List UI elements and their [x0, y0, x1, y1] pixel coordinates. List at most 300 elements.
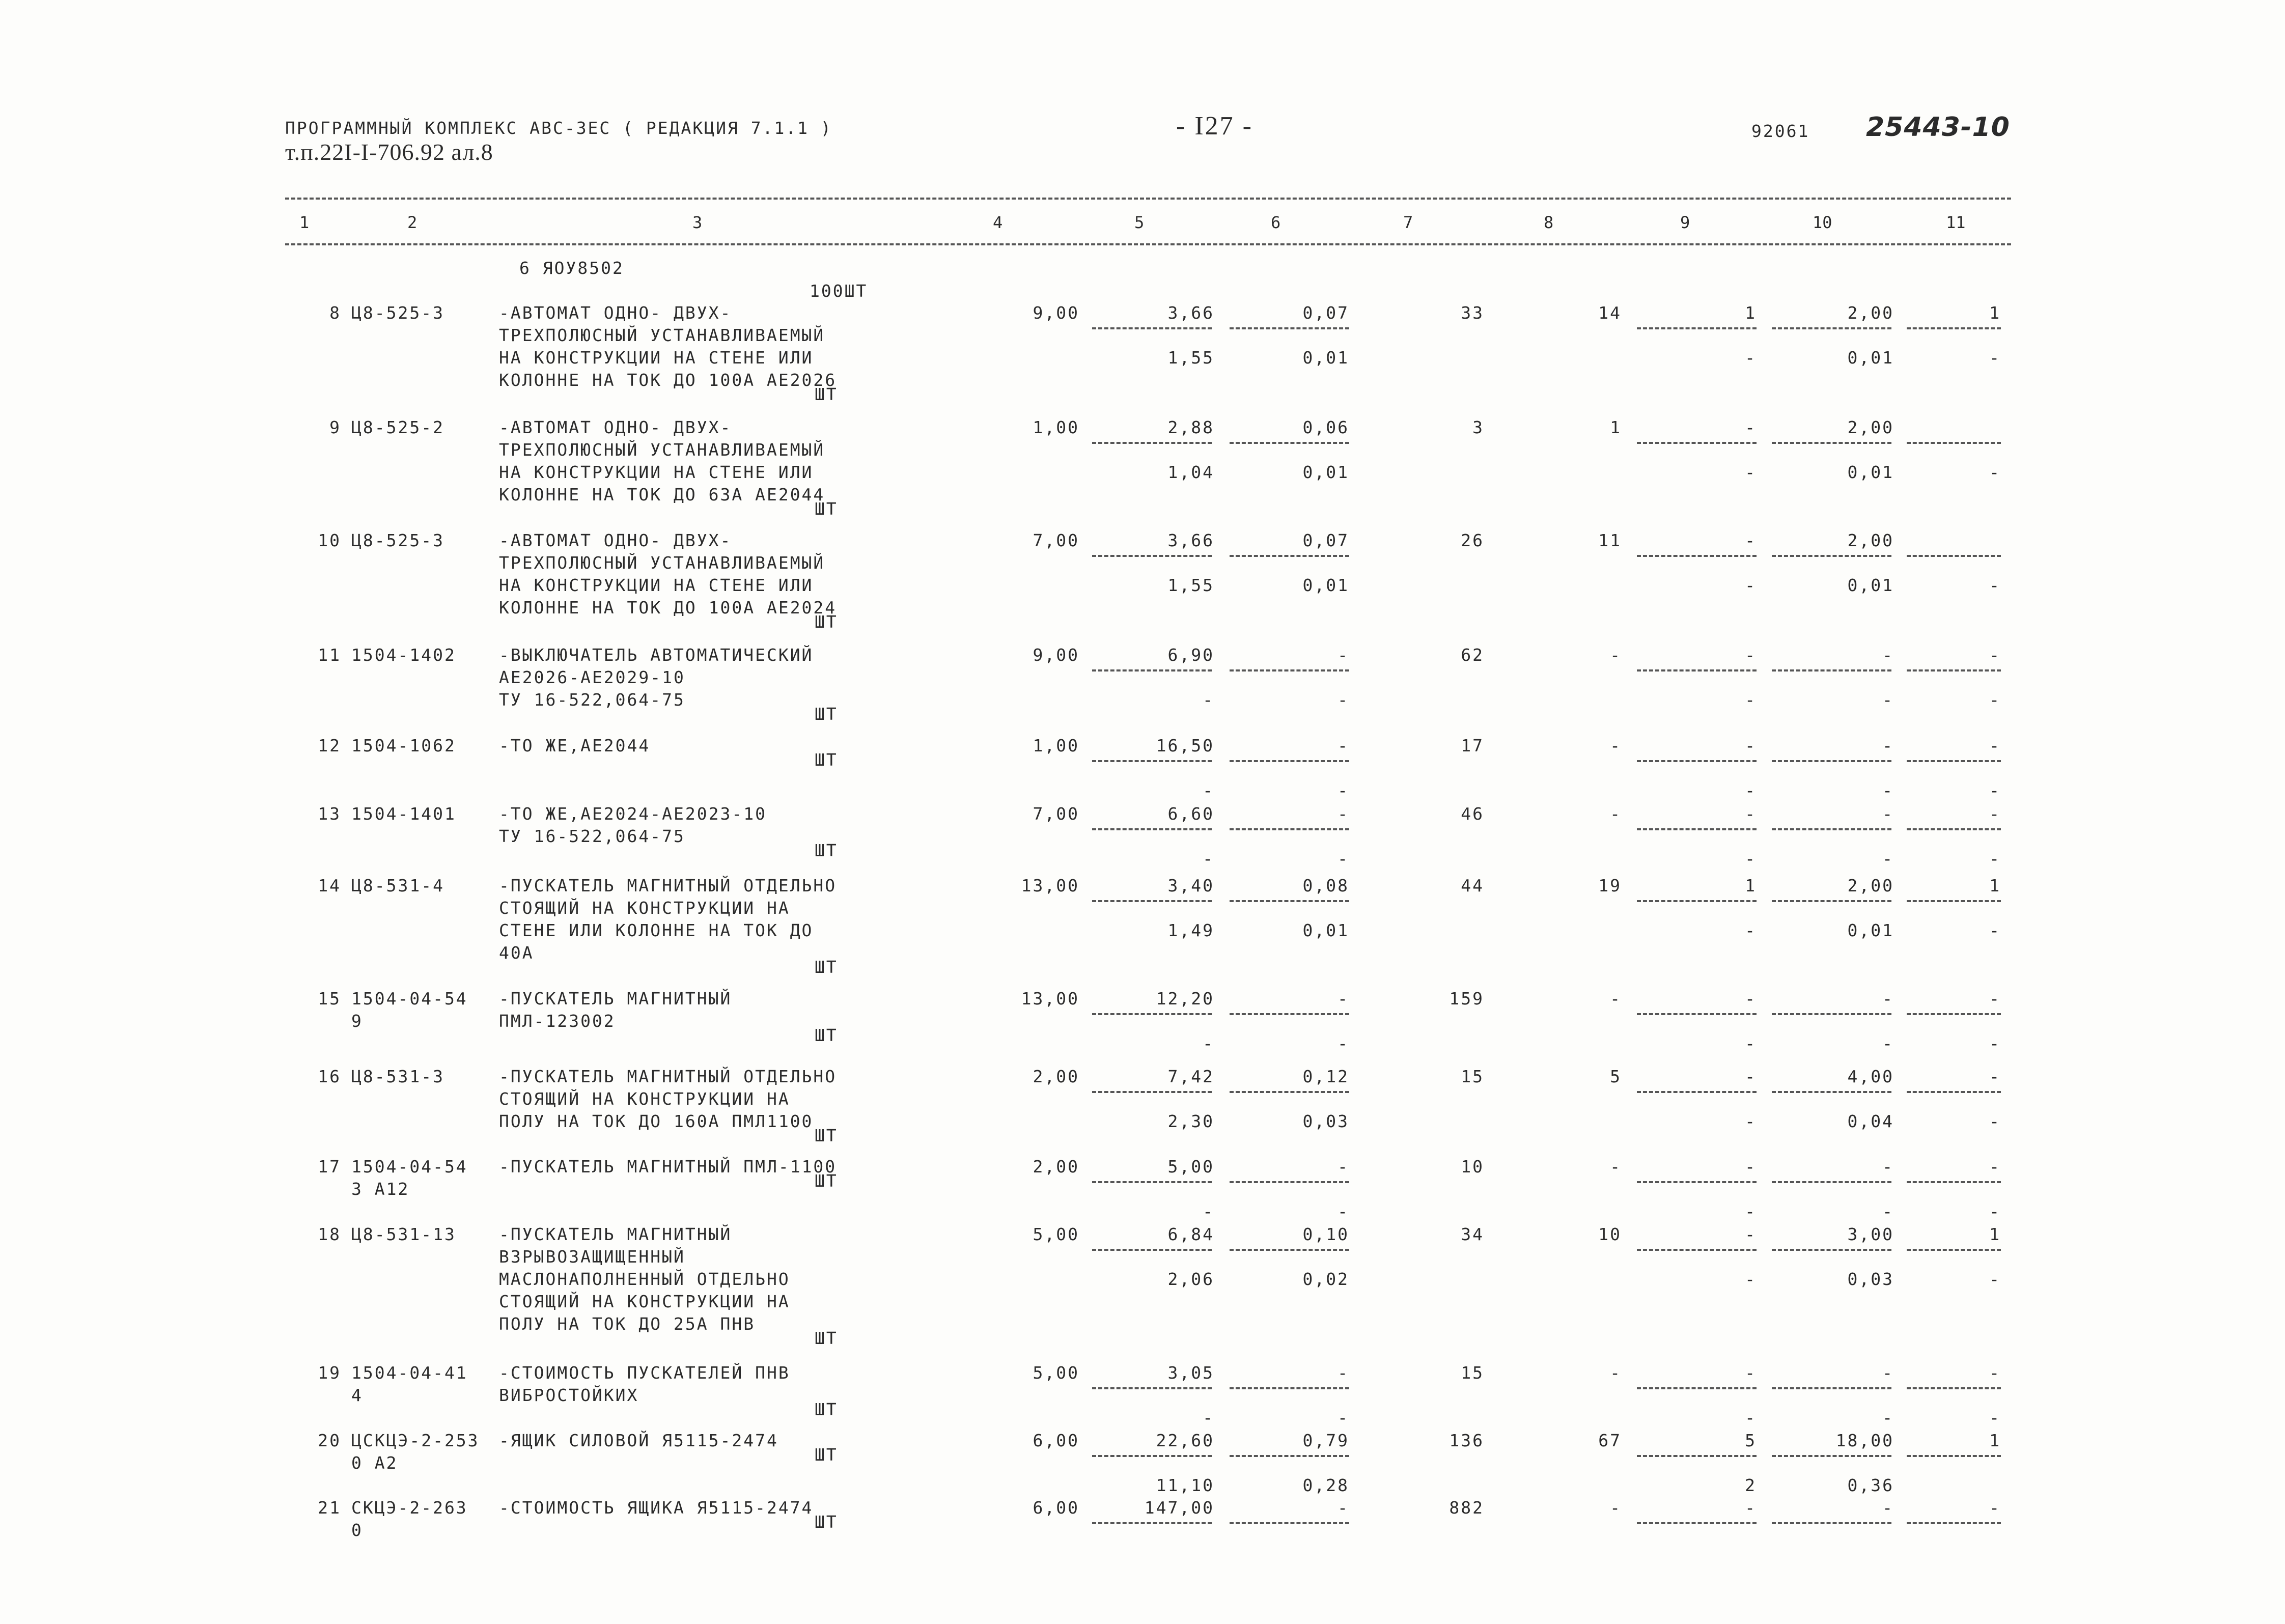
dash-divider — [1092, 442, 1212, 444]
cell-c5b: 1,55 — [1167, 348, 1214, 368]
row-unit: ШТ — [815, 384, 838, 404]
row-description: -ПУСКАТЕЛЬ МАГНИТНЫЙ — [499, 989, 732, 1009]
cell-c6: - — [1337, 1157, 1349, 1177]
cell-c11b: - — [1989, 1269, 2001, 1289]
dash-divider — [1230, 442, 1349, 444]
dash-divider — [1637, 1522, 1757, 1524]
cell-c5b: - — [1203, 780, 1214, 800]
cell-c5b: - — [1203, 1408, 1214, 1427]
cell-c6b: 0,03 — [1302, 1111, 1349, 1131]
dash-divider — [1092, 1013, 1212, 1015]
cell-c11: - — [1989, 1067, 2001, 1086]
row-unit: ШТ — [815, 841, 838, 860]
row-code: 1504-04-54 — [351, 1157, 468, 1177]
row-description: -ПУСКАТЕЛЬ МАГНИТНЫЙ — [499, 1224, 732, 1244]
row-description: АЕ2026-АЕ2029-10 — [499, 667, 685, 687]
cell-c6b: - — [1337, 1033, 1349, 1053]
cell-c9: - — [1745, 1224, 1757, 1244]
cell-c5: 147,00 — [1144, 1498, 1214, 1518]
cell-c10: - — [1882, 989, 1894, 1009]
row-number: 12 — [318, 736, 341, 755]
dash-divider — [1637, 1455, 1757, 1457]
cell-c5: 6,60 — [1167, 804, 1214, 824]
dash-divider — [1637, 1181, 1757, 1183]
col-3: 3 — [692, 213, 703, 232]
cell-c9: - — [1745, 1157, 1757, 1177]
row-code: 1504-1062 — [351, 736, 456, 755]
cell-c10: 2,00 — [1847, 876, 1894, 895]
row-code: Ц8-531-3 — [351, 1067, 444, 1086]
cell-c6b: 0,01 — [1302, 462, 1349, 482]
dash-divider — [1907, 1013, 2001, 1015]
cell-c11: 1 — [1989, 1431, 2001, 1450]
cell-c11: 1 — [1989, 303, 2001, 323]
cell-c8: - — [1610, 989, 1622, 1009]
row-unit: ШТ — [815, 1171, 838, 1191]
row-description: 40А — [499, 943, 534, 963]
cell-c9b: - — [1745, 780, 1757, 800]
cell-c7: 159 — [1449, 989, 1484, 1009]
cell-c11: 1 — [1989, 876, 2001, 895]
cell-c7: 46 — [1461, 804, 1484, 824]
row-description: НА КОНСТРУКЦИИ НА СТЕНЕ ИЛИ — [499, 348, 814, 368]
cell-c10b: 0,01 — [1847, 575, 1894, 595]
col-2: 2 — [407, 213, 417, 232]
dash-divider — [1637, 900, 1757, 902]
row-number: 15 — [318, 989, 341, 1009]
dash-divider — [1230, 327, 1349, 329]
row-description: -АВТОМАТ ОДНО- ДВУХ- — [499, 303, 732, 323]
dash-divider — [1092, 1522, 1212, 1524]
cell-c5b: 2,30 — [1167, 1111, 1214, 1131]
cell-c5: 2,88 — [1167, 417, 1214, 437]
intro-name: 6 ЯОУ8502 — [519, 258, 624, 278]
cell-c9b: - — [1745, 849, 1757, 869]
dash-divider — [1772, 1091, 1891, 1093]
row-number: 14 — [318, 876, 341, 895]
dash-divider — [1772, 669, 1891, 671]
cell-c6b: 0,02 — [1302, 1269, 1349, 1289]
row-description: ПМЛ-123002 — [499, 1011, 616, 1031]
cell-c10b: - — [1882, 690, 1894, 710]
cell-c9: - — [1745, 417, 1757, 437]
row-code-suffix: 0 — [351, 1520, 363, 1540]
dash-divider — [1230, 900, 1349, 902]
cell-c8: - — [1610, 736, 1622, 755]
row-number: 11 — [318, 645, 341, 665]
dash-divider — [1907, 1455, 2001, 1457]
sheet-number: 25443-10 — [1866, 112, 2010, 143]
cell-c8: 10 — [1598, 1224, 1622, 1244]
cell-c6b: - — [1337, 1408, 1349, 1427]
cell-c9: - — [1745, 1498, 1757, 1518]
cell-c7: 62 — [1461, 645, 1484, 665]
cell-c4: 5,00 — [1033, 1363, 1079, 1383]
row-unit: ШТ — [815, 1328, 838, 1348]
cell-c7: 3 — [1472, 417, 1484, 437]
cell-c11: - — [1989, 1157, 2001, 1177]
row-description: ВИБРОСТОЙКИХ — [499, 1385, 639, 1405]
cell-c4: 6,00 — [1033, 1498, 1079, 1518]
cell-c9b: - — [1745, 1033, 1757, 1053]
cell-c6: 0,07 — [1302, 530, 1349, 550]
cell-c11b: - — [1989, 575, 2001, 595]
dash-divider — [1907, 1249, 2001, 1251]
cell-c10: - — [1882, 736, 1894, 755]
row-code: ЦСКЦЭ-2-253 — [351, 1431, 480, 1450]
cell-c6b: 0,01 — [1302, 348, 1349, 368]
col-11: 11 — [1946, 213, 1966, 232]
cell-c9: - — [1745, 1067, 1757, 1086]
row-description: МАСЛОНАПОЛНЕННЫЙ ОТДЕЛЬНО — [499, 1269, 790, 1289]
cell-c5: 3,66 — [1167, 303, 1214, 323]
cell-c5: 3,40 — [1167, 876, 1214, 895]
cell-c10: - — [1882, 1157, 1894, 1177]
cell-c9b: - — [1745, 1111, 1757, 1131]
row-description: -ТО ЖЕ,АЕ2044 — [499, 736, 651, 755]
cell-c8: - — [1610, 645, 1622, 665]
row-description: -ПУСКАТЕЛЬ МАГНИТНЫЙ ОТДЕЛЬНО — [499, 1067, 837, 1086]
cell-c6: - — [1337, 1363, 1349, 1383]
document-code: 92061 — [1751, 121, 1810, 141]
cell-c11b: - — [1989, 1033, 2001, 1053]
cell-c10: - — [1882, 1363, 1894, 1383]
cell-c5: 16,50 — [1156, 736, 1214, 755]
dash-divider — [1772, 1387, 1891, 1389]
cell-c11b: - — [1989, 780, 2001, 800]
cell-c5b: 11,10 — [1156, 1475, 1214, 1495]
row-description: -ТО ЖЕ,АЕ2024-АЕ2023-10 — [499, 804, 767, 824]
dash-divider — [1092, 1249, 1212, 1251]
cell-c10: 18,00 — [1835, 1431, 1894, 1450]
cell-c6b: 0,28 — [1302, 1475, 1349, 1495]
dash-divider — [1637, 669, 1757, 671]
cell-c7: 26 — [1461, 530, 1484, 550]
dash-divider — [1772, 1249, 1891, 1251]
row-description: -ПУСКАТЕЛЬ МАГНИТНЫЙ ОТДЕЛЬНО — [499, 876, 837, 895]
row-number: 8 — [329, 303, 341, 323]
cell-c5: 22,60 — [1156, 1431, 1214, 1450]
dash-divider — [1772, 760, 1891, 762]
cell-c10b: 0,01 — [1847, 920, 1894, 940]
dash-divider — [1230, 1091, 1349, 1093]
cell-c7: 15 — [1461, 1363, 1484, 1383]
cell-c10b: 0,03 — [1847, 1269, 1894, 1289]
cell-c4: 1,00 — [1033, 417, 1079, 437]
row-code-suffix: 4 — [351, 1385, 363, 1405]
row-description: -ПУСКАТЕЛЬ МАГНИТНЫЙ ПМЛ-1100 — [499, 1157, 837, 1177]
cell-c8: 1 — [1610, 417, 1622, 437]
dash-divider — [1092, 1387, 1212, 1389]
cell-c11b: - — [1989, 1408, 2001, 1427]
cell-c4: 1,00 — [1033, 736, 1079, 755]
dash-divider — [1907, 669, 2001, 671]
col-10: 10 — [1813, 213, 1832, 232]
cell-c6: 0,08 — [1302, 876, 1349, 895]
dash-divider — [1230, 828, 1349, 830]
cell-c8: 11 — [1598, 530, 1622, 550]
cell-c11b: - — [1989, 1111, 2001, 1131]
dash-divider — [1230, 1455, 1349, 1457]
row-description: ВЗРЫВОЗАЩИЩЕННЫЙ — [499, 1247, 685, 1267]
row-number: 13 — [318, 804, 341, 824]
cell-c6: - — [1337, 1498, 1349, 1518]
cell-c9b: - — [1745, 920, 1757, 940]
row-description: ТРЕХПОЛЮСНЫЙ УСТАНАВЛИВАЕМЫЙ — [499, 325, 825, 345]
cell-c10: - — [1882, 645, 1894, 665]
cell-c4: 6,00 — [1033, 1431, 1079, 1450]
cell-c8: 14 — [1598, 303, 1622, 323]
cell-c4: 13,00 — [1021, 989, 1079, 1009]
row-description: ТРЕХПОЛЮСНЫЙ УСТАНАВЛИВАЕМЫЙ — [499, 553, 825, 573]
cell-c9: - — [1745, 736, 1757, 755]
cell-c11: - — [1989, 645, 2001, 665]
cell-c11: - — [1989, 1363, 2001, 1383]
row-description: -ВЫКЛЮЧАТЕЛЬ АВТОМАТИЧЕСКИЙ — [499, 645, 814, 665]
dash-divider — [1637, 1249, 1757, 1251]
cell-c9b: - — [1745, 690, 1757, 710]
row-description: КОЛОННЕ НА ТОК ДО 100А АЕ2026 — [499, 370, 837, 390]
cell-c6: - — [1337, 989, 1349, 1009]
intro-unit: 100ШТ — [810, 281, 868, 301]
row-description: НА КОНСТРУКЦИИ НА СТЕНЕ ИЛИ — [499, 575, 814, 595]
cell-c8: 5 — [1610, 1067, 1622, 1086]
row-description: ТУ 16-522,064-75 — [499, 690, 685, 710]
dash-divider — [1637, 828, 1757, 830]
cell-c7: 136 — [1449, 1431, 1484, 1450]
row-description: СТОЯЩИЙ НА КОНСТРУКЦИИ НА — [499, 898, 790, 918]
cell-c11b: - — [1989, 348, 2001, 368]
cell-c6: 0,10 — [1302, 1224, 1349, 1244]
row-number: 18 — [318, 1224, 341, 1244]
cell-c10b: 0,36 — [1847, 1475, 1894, 1495]
cell-c11b: - — [1989, 1201, 2001, 1221]
dash-divider — [1637, 442, 1757, 444]
cell-c9: - — [1745, 804, 1757, 824]
row-description: -АВТОМАТ ОДНО- ДВУХ- — [499, 530, 732, 550]
row-number: 17 — [318, 1157, 341, 1177]
cell-c11b: - — [1989, 849, 2001, 869]
dash-divider — [1907, 1091, 2001, 1093]
cell-c7: 34 — [1461, 1224, 1484, 1244]
cell-c9b: - — [1745, 1408, 1757, 1427]
cell-c4: 13,00 — [1021, 876, 1079, 895]
cell-c9: 1 — [1745, 303, 1757, 323]
dash-divider — [1230, 760, 1349, 762]
row-description: ПОЛУ НА ТОК ДО 25А ПНВ — [499, 1314, 756, 1334]
dash-divider — [1230, 1522, 1349, 1524]
cell-c10: 2,00 — [1847, 417, 1894, 437]
dash-divider — [1637, 760, 1757, 762]
row-unit: ШТ — [815, 1025, 838, 1045]
cell-c6: - — [1337, 645, 1349, 665]
cell-c4: 7,00 — [1033, 530, 1079, 550]
dash-divider — [1092, 900, 1212, 902]
cell-c5: 3,05 — [1167, 1363, 1214, 1383]
cell-c9: - — [1745, 645, 1757, 665]
row-unit: ШТ — [815, 612, 838, 632]
cell-c6b: - — [1337, 690, 1349, 710]
cell-c4: 9,00 — [1033, 645, 1079, 665]
dash-divider — [1092, 669, 1212, 671]
cell-c5: 6,84 — [1167, 1224, 1214, 1244]
cell-c9: - — [1745, 1363, 1757, 1383]
row-number: 16 — [318, 1067, 341, 1086]
dash-divider — [1637, 1387, 1757, 1389]
dash-divider — [1772, 1522, 1891, 1524]
dash-divider — [1907, 760, 2001, 762]
cell-c11: - — [1989, 804, 2001, 824]
cell-c10b: - — [1882, 780, 1894, 800]
cell-c5: 12,20 — [1156, 989, 1214, 1009]
cell-c5b: 1,04 — [1167, 462, 1214, 482]
cell-c7: 17 — [1461, 736, 1484, 755]
cell-c7: 33 — [1461, 303, 1484, 323]
row-unit: ШТ — [815, 957, 838, 977]
row-number: 19 — [318, 1363, 341, 1383]
row-code-suffix: 3 А12 — [351, 1179, 410, 1199]
col-7: 7 — [1403, 213, 1413, 232]
dash-divider — [1092, 760, 1212, 762]
col-8: 8 — [1544, 213, 1554, 232]
row-unit: ШТ — [815, 1445, 838, 1465]
cell-c10b: - — [1882, 1201, 1894, 1221]
cell-c9: - — [1745, 989, 1757, 1009]
cell-c6b: 0,01 — [1302, 920, 1349, 940]
row-code: 1504-1402 — [351, 645, 456, 665]
row-code-suffix: 9 — [351, 1011, 363, 1031]
dash-divider — [1907, 900, 2001, 902]
dash-divider — [1230, 1181, 1349, 1183]
dash-divider — [1907, 828, 2001, 830]
row-code: Ц8-531-4 — [351, 876, 444, 895]
cell-c5: 7,42 — [1167, 1067, 1214, 1086]
cell-c8: - — [1610, 804, 1622, 824]
row-description: СТЕНЕ ИЛИ КОЛОННЕ НА ТОК ДО — [499, 920, 814, 940]
cell-c4: 7,00 — [1033, 804, 1079, 824]
cell-c10: - — [1882, 804, 1894, 824]
dash-divider — [1637, 1091, 1757, 1093]
row-unit: ШТ — [815, 499, 838, 519]
cell-c4: 2,00 — [1033, 1067, 1079, 1086]
cell-c10: - — [1882, 1498, 1894, 1518]
cell-c9: - — [1745, 530, 1757, 550]
row-description: КОЛОННЕ НА ТОК ДО 100А АЕ2024 — [499, 598, 837, 618]
dash-divider — [1230, 1249, 1349, 1251]
cell-c8: 19 — [1598, 876, 1622, 895]
cell-c9b: 2 — [1745, 1475, 1757, 1495]
col-9: 9 — [1680, 213, 1690, 232]
cell-c11b: - — [1989, 690, 2001, 710]
cell-c5b: - — [1203, 1201, 1214, 1221]
dash-divider — [1637, 555, 1757, 557]
cell-c5b: - — [1203, 849, 1214, 869]
cell-c5: 6,90 — [1167, 645, 1214, 665]
col-6: 6 — [1271, 213, 1281, 232]
dash-divider — [1772, 555, 1891, 557]
dash-divider — [1230, 1013, 1349, 1015]
dash-divider — [1907, 327, 2001, 329]
row-unit: ШТ — [815, 704, 838, 724]
dash-divider — [1772, 1013, 1891, 1015]
cell-c9b: - — [1745, 1269, 1757, 1289]
cell-c6: 0,79 — [1302, 1431, 1349, 1450]
cell-c8: 67 — [1598, 1431, 1622, 1450]
cell-c4: 5,00 — [1033, 1224, 1079, 1244]
row-description: КОЛОННЕ НА ТОК ДО 63А АЕ2044 — [499, 485, 825, 505]
row-unit: ШТ — [815, 750, 838, 770]
cell-c9b: - — [1745, 462, 1757, 482]
cell-c10: 2,00 — [1847, 303, 1894, 323]
cell-c7: 44 — [1461, 876, 1484, 895]
cell-c10b: - — [1882, 1033, 1894, 1053]
cell-c11: - — [1989, 989, 2001, 1009]
dash-divider — [1092, 1181, 1212, 1183]
dash-divider — [1637, 327, 1757, 329]
row-code: 1504-04-54 — [351, 989, 468, 1009]
cell-c11b: - — [1989, 462, 2001, 482]
cell-c6b: - — [1337, 780, 1349, 800]
row-description: НА КОНСТРУКЦИИ НА СТЕНЕ ИЛИ — [499, 462, 814, 482]
program-title: ПРОГРАММНЫЙ КОМПЛЕКС АВС-ЗЕС ( РЕДАКЦИЯ 7.1.1 ) — [285, 118, 832, 138]
col-4: 4 — [993, 213, 1003, 232]
cell-c10b: 0,01 — [1847, 348, 1894, 368]
cell-c10: 2,00 — [1847, 530, 1894, 550]
cell-c9: 1 — [1745, 876, 1757, 895]
dash-divider — [1772, 327, 1891, 329]
row-description: СТОЯЩИЙ НА КОНСТРУКЦИИ НА — [499, 1292, 790, 1311]
dash-divider — [1907, 1387, 2001, 1389]
cell-c7: 882 — [1449, 1498, 1484, 1518]
cell-c6b: - — [1337, 849, 1349, 869]
cell-c9b: - — [1745, 1201, 1757, 1221]
row-code: Ц8-531-13 — [351, 1224, 456, 1244]
row-description: ТУ 16-522,064-75 — [499, 826, 685, 846]
cell-c5b: - — [1203, 690, 1214, 710]
cell-c5: 3,66 — [1167, 530, 1214, 550]
cell-c4: 2,00 — [1033, 1157, 1079, 1177]
row-number: 9 — [329, 417, 341, 437]
dash-divider — [1092, 828, 1212, 830]
row-description: ПОЛУ НА ТОК ДО 160А ПМЛ1100 — [499, 1111, 814, 1131]
cell-c6: - — [1337, 804, 1349, 824]
cell-c10b: 0,04 — [1847, 1111, 1894, 1131]
row-unit: ШТ — [815, 1126, 838, 1145]
row-code: 1504-04-41 — [351, 1363, 468, 1383]
cell-c11: - — [1989, 1498, 2001, 1518]
dash-divider — [1230, 1387, 1349, 1389]
row-code-suffix: 0 А2 — [351, 1453, 398, 1473]
cell-c11: 1 — [1989, 1224, 2001, 1244]
row-description: -ЯЩИК СИЛОВОЙ Я5115-2474 — [499, 1431, 778, 1450]
dash-divider — [1907, 1181, 2001, 1183]
dash-divider — [1772, 900, 1891, 902]
col-1: 1 — [299, 213, 310, 232]
cell-c10: 4,00 — [1847, 1067, 1894, 1086]
cell-c10: 3,00 — [1847, 1224, 1894, 1244]
cell-c6b: 0,01 — [1302, 575, 1349, 595]
row-unit: ШТ — [815, 1512, 838, 1532]
row-code: Ц8-525-2 — [351, 417, 444, 437]
row-description: -СТОИМОСТЬ ЯЩИКА Я5115-2474 — [499, 1498, 814, 1518]
cell-c11: - — [1989, 736, 2001, 755]
row-number: 10 — [318, 530, 341, 550]
dash-divider — [1772, 1181, 1891, 1183]
dash-divider — [1092, 327, 1212, 329]
row-description: -СТОИМОСТЬ ПУСКАТЕЛЕЙ ПНВ — [499, 1363, 790, 1383]
dash-divider — [1772, 1455, 1891, 1457]
row-description: СТОЯЩИЙ НА КОНСТРУКЦИИ НА — [499, 1089, 790, 1109]
